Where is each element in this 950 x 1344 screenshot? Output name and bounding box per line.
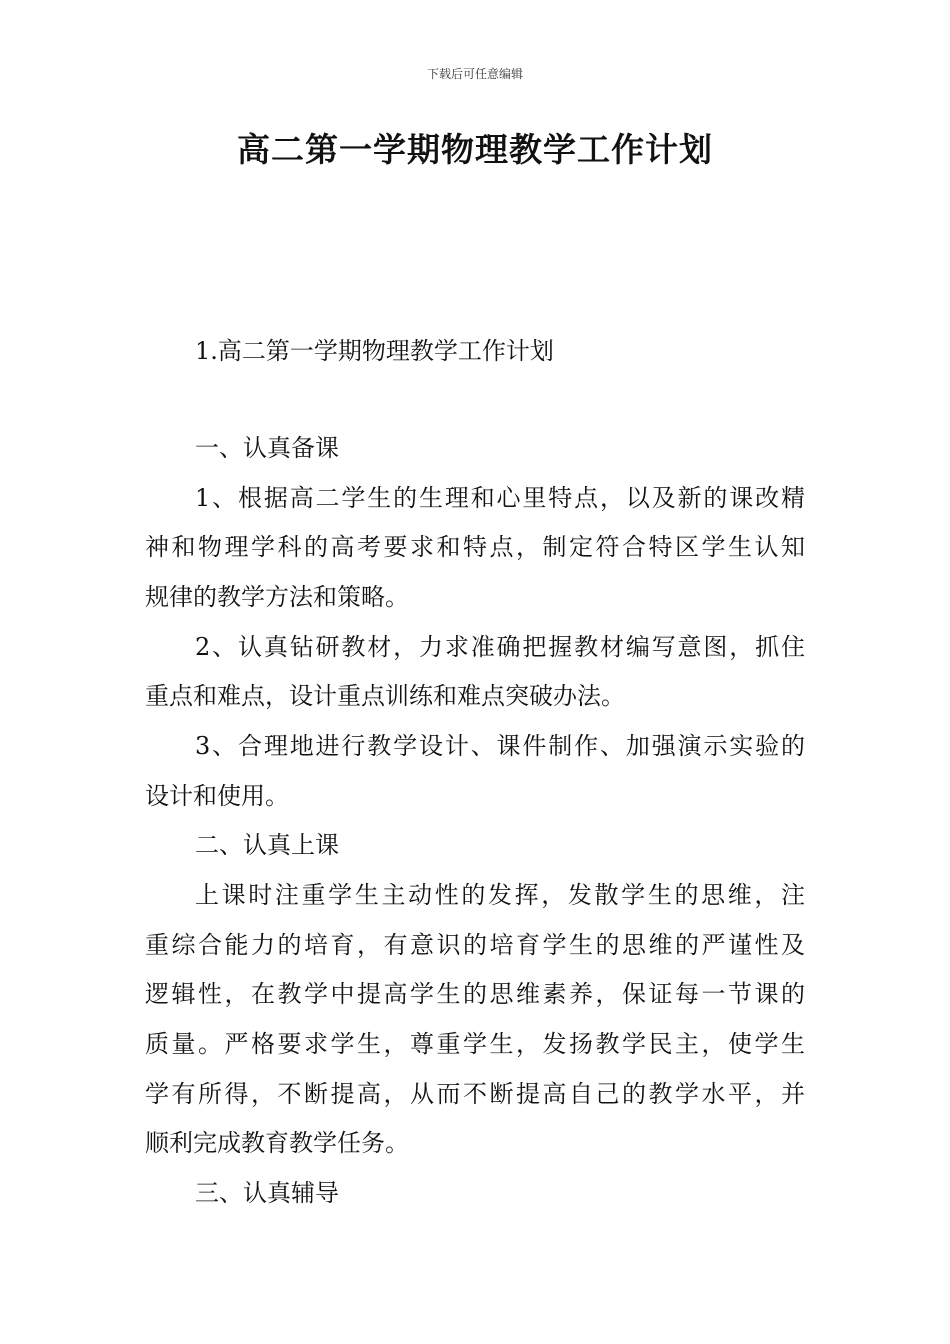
header-note: 下载后可任意编辑 <box>426 67 523 81</box>
paragraph-line: 顺利完成教育教学任务。 <box>145 1129 409 1157</box>
paragraph-line: 学有所得，不断提高，从而不断提高自己的教学水平，并 <box>145 1080 805 1108</box>
paragraph-line: 1、根据高二学生的生理和心里特点，以及新的课改精 <box>195 484 805 512</box>
section-heading-2: 二、认真上课 <box>195 831 339 859</box>
paragraph-line: 设计和使用。 <box>145 782 289 810</box>
paragraph-line: 规律的教学方法和策略。 <box>145 583 409 611</box>
paragraph-line: 逻辑性，在教学中提高学生的思维素养，保证每一节课的 <box>145 980 805 1008</box>
paragraph-line: 质量。严格要求学生，尊重学生，发扬教学民主，使学生 <box>145 1030 805 1058</box>
subtitle-line: 1.高二第一学期物理教学工作计划 <box>195 337 554 365</box>
section-heading-3: 三、认真辅导 <box>195 1179 339 1207</box>
paragraph-line: 3、合理地进行教学设计、课件制作、加强演示实验的 <box>195 732 805 760</box>
paragraph-line: 神和物理学科的高考要求和特点，制定符合特区学生认知 <box>145 533 805 561</box>
paragraph-line: 重综合能力的培育，有意识的培育学生的思维的严谨性及 <box>145 931 805 959</box>
paragraph-line: 上课时注重学生主动性的发挥，发散学生的思维，注 <box>195 881 805 909</box>
paragraph-line: 重点和难点，设计重点训练和难点突破办法。 <box>145 682 625 710</box>
paragraph-line: 2、认真钻研教材，力求准确把握教材编写意图，抓住 <box>195 633 805 661</box>
section-heading-1: 一、认真备课 <box>195 434 339 462</box>
document-title: 高二第一学期物理教学工作计划 <box>237 130 713 169</box>
